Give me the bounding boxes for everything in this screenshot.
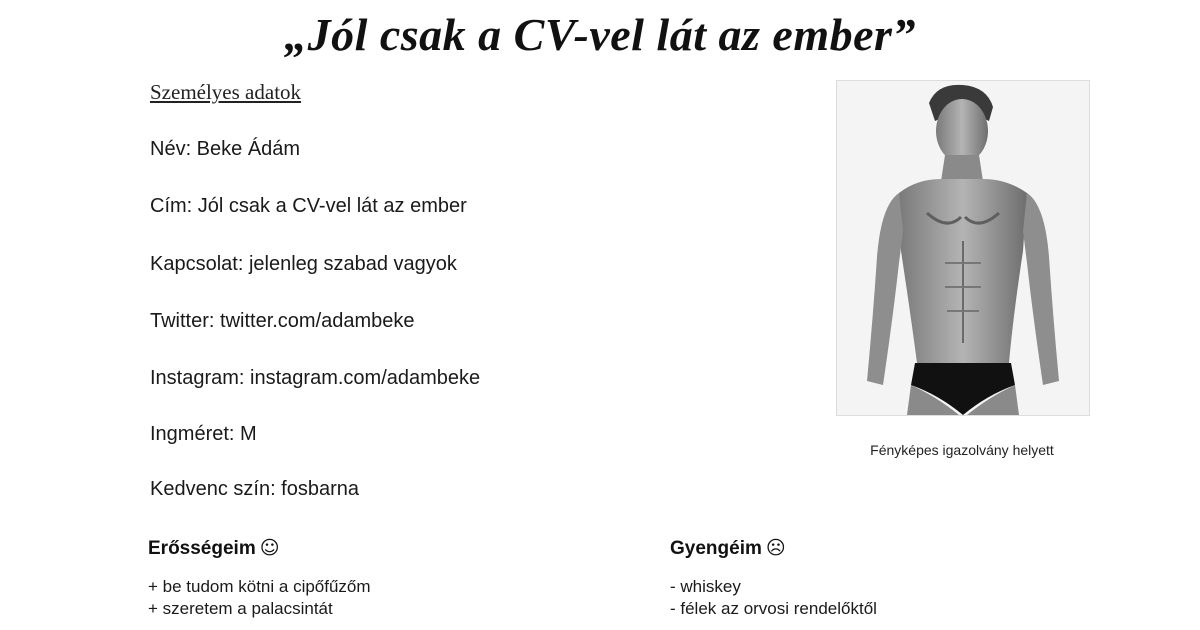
smiley-icon: ☺ xyxy=(259,537,280,559)
weaknesses-heading-label: Gyengéim xyxy=(670,538,762,559)
strengths-heading xyxy=(148,537,280,560)
strengths-heading-label: Erősségeim xyxy=(148,538,256,559)
field-relationship: Kapcsolat: jelenleg szabad vagyok xyxy=(150,253,457,275)
profile-photo xyxy=(836,80,1090,416)
strengths-list xyxy=(148,576,371,620)
list-item: + szeretem a palacsintát xyxy=(148,599,333,618)
field-name: Név: Beke Ádám xyxy=(150,138,301,160)
weaknesses-heading xyxy=(670,537,786,560)
field-favorite-color: Kedvenc szín: fosbarna xyxy=(150,478,360,500)
list-item: - whiskey xyxy=(670,577,741,596)
field-instagram: Instagram: instagram.com/adambeke xyxy=(150,367,481,389)
page-title: „Jól csak a CV-vel lát az ember” xyxy=(284,9,916,60)
field-address: Cím: Jól csak a CV-vel lát az ember xyxy=(150,195,467,217)
list-item: - félek az orvosi rendelőktől xyxy=(670,599,877,618)
section-heading-personal: Személyes adatok xyxy=(150,80,302,104)
person-silhouette-icon xyxy=(837,81,1089,415)
field-shirt-size: Ingméret: M xyxy=(150,423,257,445)
list-item: + be tudom kötni a cipőfűzőm xyxy=(148,577,371,596)
photo-caption: Fényképes igazolvány helyett xyxy=(870,442,1054,458)
field-twitter: Twitter: twitter.com/adambeke xyxy=(150,310,415,332)
weaknesses-list xyxy=(670,576,877,620)
frowning-face-icon: ☹ xyxy=(765,537,786,559)
